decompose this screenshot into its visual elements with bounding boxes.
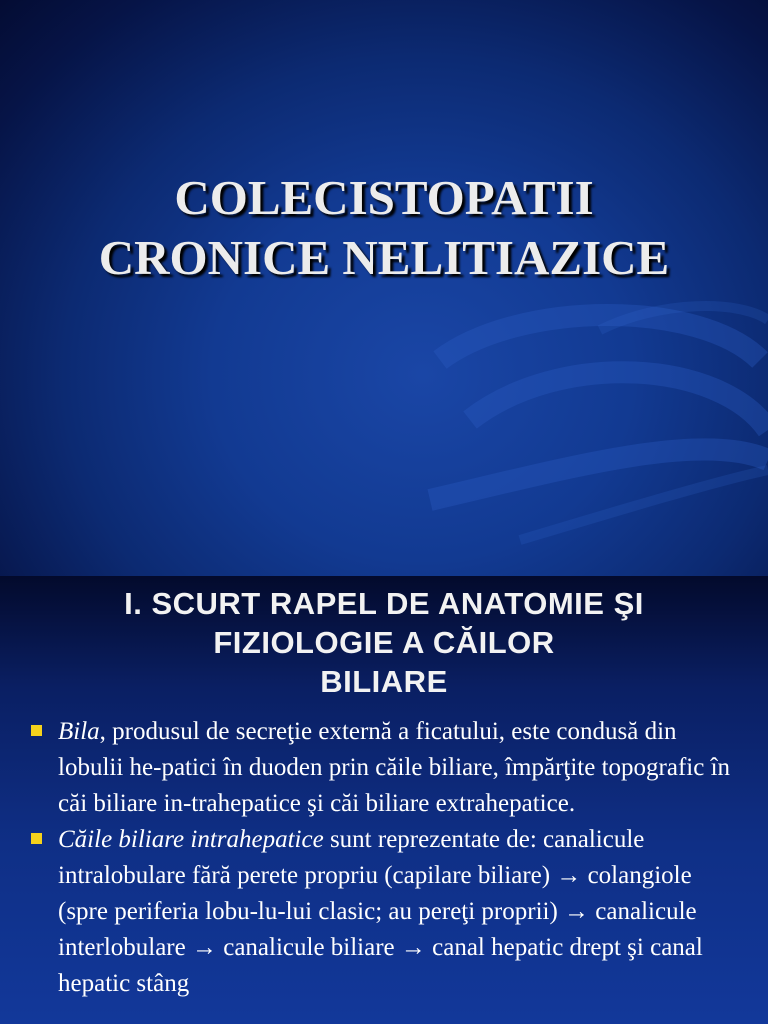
- bullet-lead-term: Căile biliare intrahepatice: [58, 826, 324, 853]
- slide-title-line-1: COLECISTOPATII: [174, 170, 594, 225]
- content-slide: [0, 576, 768, 1024]
- section-heading: [0, 584, 768, 701]
- section-heading-line-2: FIZIOLOGIE A CĂILOR: [213, 625, 555, 660]
- section-heading-line-1: I. SCURT RAPEL DE ANATOMIE ŞI: [124, 586, 644, 621]
- bullet-item: [0, 822, 768, 1002]
- bullet-text: sunt reprezentate de: canalicule intralobulare fără perete propriu (capilare biliare) → colangiole (spre periferia lobu-lu-lui clasic; au pereţi proprii) → canalicule interlobulare → canalicule biliare → canal hepatic drept şi canal hepatic stâng: [58, 826, 703, 997]
- bullet-list: [0, 714, 768, 1002]
- section-heading-line-3: BILIARE: [320, 664, 448, 699]
- slide-title-line-2: CRONICE NELITIAZICE: [98, 230, 670, 285]
- bullet-item: [0, 714, 768, 822]
- bullet-lead-term: Bila: [58, 718, 100, 745]
- square-bullet-icon: [31, 725, 42, 736]
- slide-title: [0, 168, 768, 288]
- bullet-text: , produsul de secreţie externă a ficatului, este condusă din lobulii he-patici în duoden prin căile biliare, împărţite topografic în căi biliare in-trahepatice şi căi biliare extrahepatice.: [58, 718, 731, 817]
- square-bullet-icon: [31, 833, 42, 844]
